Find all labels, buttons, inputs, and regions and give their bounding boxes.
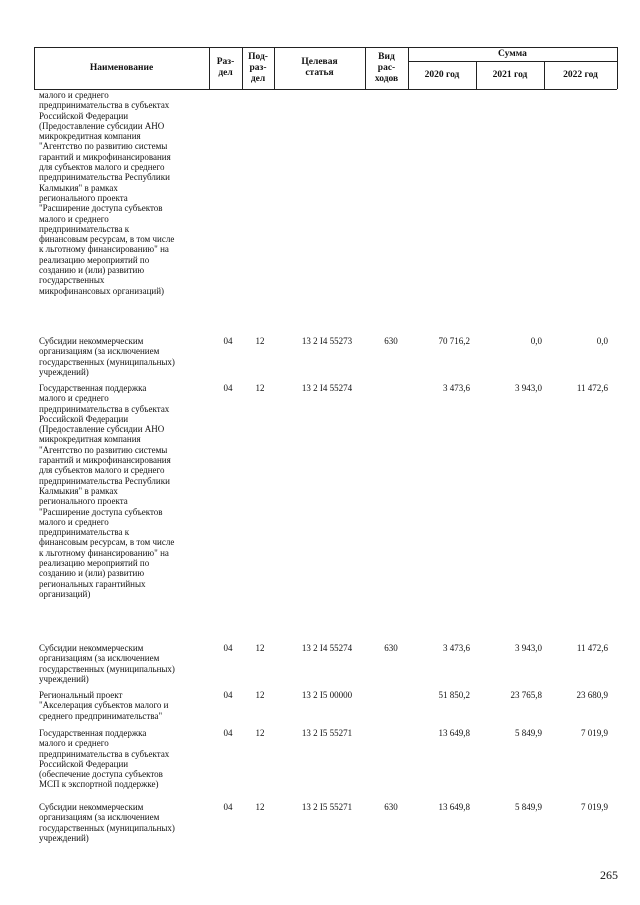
row-target-article: 13 2 I4 55273 <box>301 336 353 346</box>
row-sum-2020: 3 473,6 <box>443 383 470 393</box>
row-sum-2021: 0,0 <box>530 336 542 346</box>
row-sum-2022: 7 019,9 <box>581 802 608 812</box>
row-sum-2021: 5 849,9 <box>515 802 542 812</box>
row-section: 04 <box>223 802 233 812</box>
row-expense-type: 630 <box>384 643 398 653</box>
row-sum-2021: 3 943,0 <box>515 383 542 393</box>
row-name: малого и среднего предпринимательства в субъектах Российской Федерации (Предоставление субсидии АНО микрокредитная компания "Агентство по развитию системы гарантий и микрофинансирования для субъектов малого и среднего предпринимательства Республики Калмыкия" в рамках регионального проекта "Расширение доступа субъектов малого и среднего предпринимательства к финансовым ресурсам, в том числе к льготному финансированию" на реализацию мероприятий по созданию и (или) развитию государственных микрофинансовых организаций) <box>39 90 175 296</box>
header-sum: Сумма <box>498 48 527 59</box>
row-sum-2020: 13 649,8 <box>438 728 470 738</box>
row-name: Субсидии некоммерческим организациям (за исключением государственных (муниципальных) учреждений) <box>39 336 175 377</box>
row-name: Субсидии некоммерческим организациям (за исключением государственных (муниципальных) учреждений) <box>39 643 175 684</box>
header-year-2021: 2021 год <box>492 69 528 80</box>
header-year-2020: 2020 год <box>424 69 460 80</box>
row-subsection: 12 <box>255 728 265 738</box>
row-section: 04 <box>223 383 233 393</box>
row-target-article: 13 2 I5 00000 <box>301 690 353 700</box>
row-section: 04 <box>223 728 233 738</box>
row-sum-2022: 7 019,9 <box>581 728 608 738</box>
row-target-article: 13 2 I4 55274 <box>301 383 353 393</box>
row-target-article: 13 2 I4 55274 <box>301 643 353 653</box>
row-sum-2022: 11 472,6 <box>576 383 608 393</box>
header-name: Наименование <box>89 62 154 73</box>
row-subsection: 12 <box>255 802 265 812</box>
header-target-article: Целевая статья <box>301 57 338 78</box>
row-sum-2021: 3 943,0 <box>515 643 542 653</box>
page-number: 265 <box>600 868 618 882</box>
row-sum-2020: 70 716,2 <box>438 336 470 346</box>
row-sum-2020: 13 649,8 <box>438 802 470 812</box>
row-subsection: 12 <box>255 643 265 653</box>
row-sum-2022: 23 680,9 <box>576 690 608 700</box>
row-name: Государственная поддержка малого и среднего предпринимательства в субъектах Российской Федерации (Предоставление субсидии АНО микрокредитная компания "Агентство по развитию системы гарантий и микрофинансирования для субъектов малого и среднего предпринимательства Республики Калмыкия" в рамках регионального проекта "Расширение доступа субъектов малого и среднего предпринимательства к финансовым ресурсам, в том числе к льготному финансированию" на реализацию мероприятий по созданию и (или) развитию региональных гарантийных организаций) <box>39 383 175 599</box>
row-sum-2022: 0,0 <box>596 336 608 346</box>
row-section: 04 <box>223 690 233 700</box>
row-section: 04 <box>223 336 233 346</box>
row-target-article: 13 2 I5 55271 <box>301 728 353 738</box>
row-name: Региональный проект "Акселерация субъектов малого и среднего предпринимательства" <box>39 690 169 721</box>
row-expense-type: 630 <box>384 802 398 812</box>
row-target-article: 13 2 I5 55271 <box>301 802 353 812</box>
row-section: 04 <box>223 643 233 653</box>
row-subsection: 12 <box>255 690 265 700</box>
header-year-2022: 2022 год <box>563 69 598 80</box>
header-subsection: Под- раз- дел <box>248 51 268 84</box>
row-sum-2021: 23 765,8 <box>510 690 542 700</box>
header-section: Раз- дел <box>216 57 235 78</box>
row-expense-type: 630 <box>384 336 398 346</box>
row-sum-2020: 3 473,6 <box>443 643 470 653</box>
row-subsection: 12 <box>255 336 265 346</box>
row-sum-2020: 51 850,2 <box>438 690 470 700</box>
row-name: Субсидии некоммерческим организациям (за исключением государственных (муниципальных) учреждений) <box>39 802 175 843</box>
table-header <box>34 47 617 89</box>
row-sum-2022: 11 472,6 <box>576 643 608 653</box>
row-subsection: 12 <box>255 383 265 393</box>
row-name: Государственная поддержка малого и среднего предпринимательства в субъектах Российской Федерации (обеспечение доступа субъектов МСП к экспортной поддержке) <box>39 728 170 790</box>
header-expense-type: Вид рас- ходов <box>374 51 399 84</box>
row-sum-2021: 5 849,9 <box>515 728 542 738</box>
